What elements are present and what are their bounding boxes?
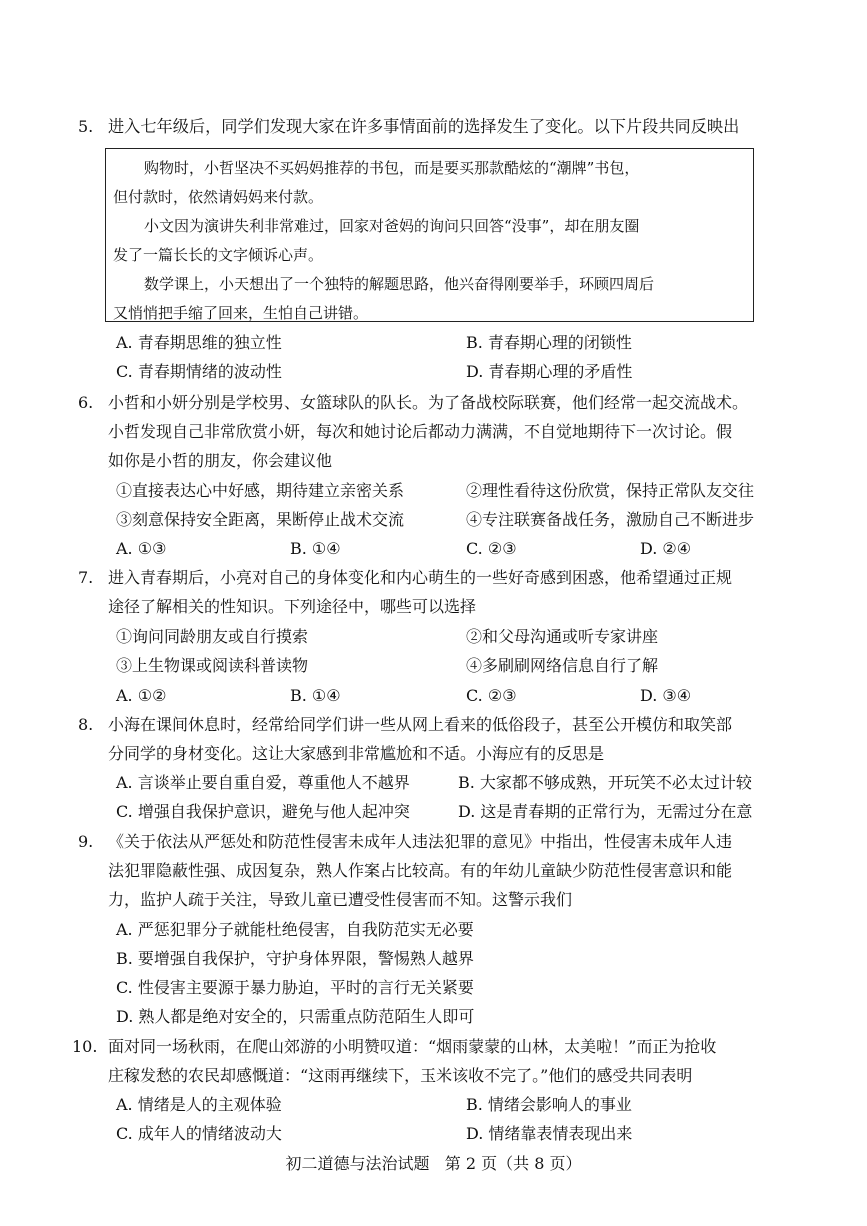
q8-stem-line: 小海在课间休息时，经常给同学们讲一些从网上看来的低俗段子，甚至公开模仿和取笑部 bbox=[108, 715, 733, 734]
q8-option-d[interactable]: D. 这是青春期的正常行为，无需过分在意 bbox=[458, 802, 753, 821]
q5-passage-line: 购物时，小哲坚决不买妈妈推荐的书包，而是要买那款酷炫的“潮牌”书包， bbox=[144, 159, 640, 177]
q9-option-b[interactable]: B. 要增强自我保护，守护身体界限，警惕熟人越界 bbox=[116, 949, 474, 968]
q8-option-b[interactable]: B. 大家都不够成熟，开玩笑不必太过计较 bbox=[458, 773, 752, 792]
q6-stem-line: 如你是小哲的朋友，你会建议他 bbox=[108, 451, 333, 470]
q9-stem-line: 《关于依法从严惩处和防范性侵害未成年人违法犯罪的意见》中指出，性侵害未成年人违 bbox=[108, 832, 733, 851]
q7-item-1: ①询问同龄朋友或自行摸索 bbox=[116, 627, 309, 646]
q8-option-c[interactable]: C. 增强自我保护意识，避免与他人起冲突 bbox=[116, 802, 410, 821]
q5-option-c[interactable]: C. 青春期情绪的波动性 bbox=[116, 362, 282, 381]
q5-number: 5. bbox=[78, 117, 94, 136]
q9-number: 9. bbox=[78, 832, 94, 851]
q7-stem-line: 进入青春期后，小亮对自己的身体变化和内心萌生的一些好奇感到困惑，他希望通过正规 bbox=[108, 568, 733, 587]
q5-passage-box bbox=[105, 148, 754, 322]
q6-item-3: ③刻意保持安全距离，果断停止战术交流 bbox=[116, 510, 405, 529]
q7-item-4: ④多刷刷网络信息自行了解 bbox=[466, 656, 659, 675]
q10-option-d[interactable]: D. 情绪靠表情表现出来 bbox=[466, 1124, 633, 1143]
q9-stem-line: 法犯罪隐蔽性强、成因复杂，熟人作案占比较高。有的年幼儿童缺少防范性侵害意识和能 bbox=[108, 861, 733, 880]
q6-item-4: ④专注联赛备战任务，激励自己不断进步 bbox=[466, 510, 755, 529]
q10-option-b[interactable]: B. 情绪会影响人的事业 bbox=[466, 1095, 632, 1114]
q5-option-b[interactable]: B. 青春期心理的闭锁性 bbox=[466, 333, 632, 352]
q7-option-a[interactable]: A. ①② bbox=[116, 686, 167, 705]
q6-stem-line: 小哲发现自己非常欣赏小妍，每次和她讨论后都动力满满，不自觉地期待下一次讨论。假 bbox=[108, 422, 733, 441]
q5-option-a[interactable]: A. 青春期思维的独立性 bbox=[116, 333, 282, 352]
q5-option-d[interactable]: D. 青春期心理的矛盾性 bbox=[466, 362, 633, 381]
q9-option-a[interactable]: A. 严惩犯罪分子就能杜绝侵害，自我防范实无必要 bbox=[116, 920, 474, 939]
q6-item-2: ②理性看待这份欣赏，保持正常队友交往 bbox=[466, 481, 755, 500]
q10-number: 10. bbox=[72, 1037, 98, 1056]
q7-item-3: ③上生物课或阅读科普读物 bbox=[116, 656, 309, 675]
q6-option-d[interactable]: D. ②④ bbox=[640, 539, 692, 558]
q6-stem-line: 小哲和小妍分别是学校男、女篮球队的队长。为了备战校际联赛，他们经常一起交流战术。 bbox=[108, 393, 749, 412]
page-footer: 初二道德与法治试题 第 2 页（共 8 页） bbox=[285, 1154, 582, 1173]
q9-option-d[interactable]: D. 熟人都是绝对安全的，只需重点防范陌生人即可 bbox=[116, 1007, 475, 1026]
q6-option-b[interactable]: B. ①④ bbox=[290, 539, 341, 558]
q6-number: 6. bbox=[78, 393, 94, 412]
q8-stem-line: 分同学的身材变化。这让大家感到非常尴尬和不适。小海应有的反思是 bbox=[108, 744, 605, 763]
q8-option-a[interactable]: A. 言谈举止要自重自爱，尊重他人不越界 bbox=[116, 773, 410, 792]
q9-stem-line: 力，监护人疏于关注，导致儿童已遭受性侵害而不知。这警示我们 bbox=[108, 890, 573, 909]
q6-option-a[interactable]: A. ①③ bbox=[116, 539, 167, 558]
q6-item-1: ①直接表达心中好感，期待建立亲密关系 bbox=[116, 481, 405, 500]
q5-passage-line: 又悄悄把手缩了回来，生怕自己讲错。 bbox=[113, 304, 369, 322]
q9-option-c[interactable]: C. 性侵害主要源于暴力胁迫，平时的言行无关紧要 bbox=[116, 978, 474, 997]
q10-option-a[interactable]: A. 情绪是人的主观体验 bbox=[116, 1095, 282, 1114]
q7-option-c[interactable]: C. ②③ bbox=[466, 686, 517, 705]
q5-passage-line: 发了一篇长长的文字倾诉心声。 bbox=[113, 246, 324, 264]
q7-option-b[interactable]: B. ①④ bbox=[290, 686, 341, 705]
q7-stem-line: 途径了解相关的性知识。下列途径中，哪些可以选择 bbox=[108, 597, 477, 616]
q10-stem-line: 庄稼发愁的农民却感慨道：“这雨再继续下，玉米该收不完了。”他们的感受共同表明 bbox=[108, 1066, 693, 1085]
q7-option-d[interactable]: D. ③④ bbox=[640, 686, 692, 705]
q7-number: 7. bbox=[78, 568, 94, 587]
q6-option-c[interactable]: C. ②③ bbox=[466, 539, 517, 558]
q10-option-c[interactable]: C. 成年人的情绪波动大 bbox=[116, 1124, 282, 1143]
q8-number: 8. bbox=[78, 715, 94, 734]
q10-stem-line: 面对同一场秋雨，在爬山郊游的小明赞叹道：“烟雨蒙蒙的山林，太美啦！”而正为抢收 bbox=[108, 1037, 717, 1056]
q7-item-2: ②和父母沟通或听专家讲座 bbox=[466, 627, 659, 646]
q5-stem: 进入七年级后，同学们发现大家在许多事情面前的选择发生了变化。以下片段共同反映出 bbox=[108, 117, 740, 136]
q5-passage-line: 数学课上，小天想出了一个独特的解题思路，他兴奋得刚要举手，环顾四周后 bbox=[144, 275, 655, 293]
q5-passage-line: 但付款时，依然请妈妈来付款。 bbox=[113, 188, 324, 206]
q5-passage-line: 小文因为演讲失利非常难过，回家对爸妈的询问只回答“没事”，却在朋友圈 bbox=[144, 217, 640, 235]
